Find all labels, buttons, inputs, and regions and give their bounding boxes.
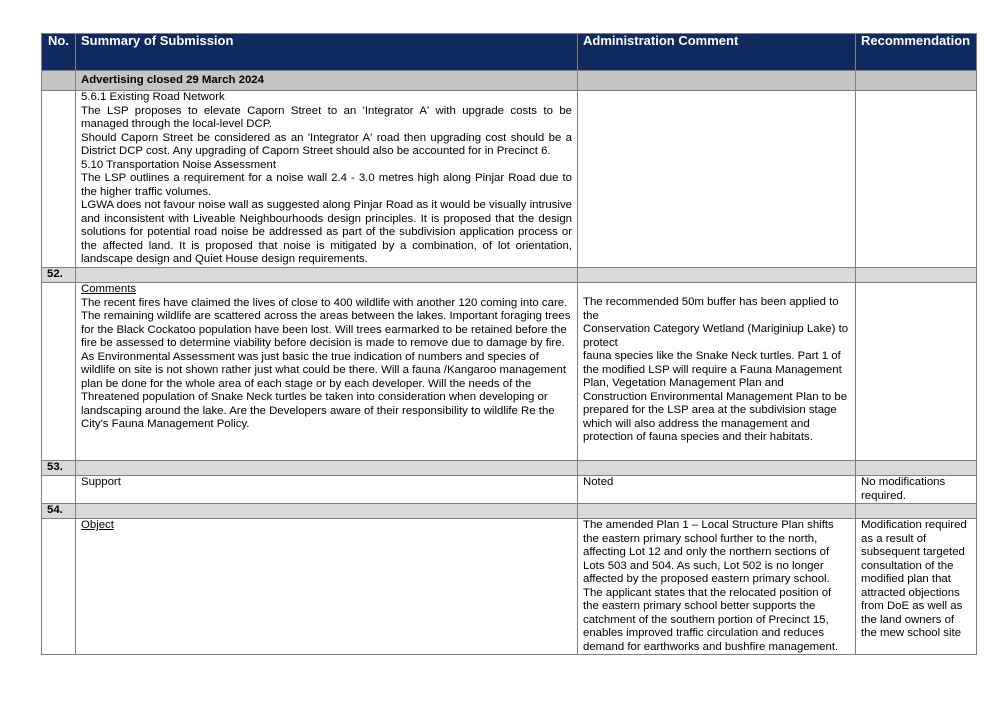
comment-text: Noted [578, 476, 856, 504]
header-recommendation: Recommendation [856, 34, 977, 71]
advertising-rec-cell [856, 71, 977, 91]
summary-heading: Object [81, 519, 114, 531]
advertising-comment-cell [578, 71, 856, 91]
submission-number: 52. [42, 268, 76, 283]
grey-cell [856, 461, 977, 476]
summary-line: The LSP outlines a requirement for a noise wall 2.4 - 3.0 metres high along Pinjar Road due to the higher traffic volumes. [81, 172, 572, 198]
recommendation-cell [856, 283, 977, 461]
grey-cell [856, 504, 977, 519]
continued-summary [76, 91, 578, 268]
grey-cell [76, 461, 578, 476]
advertising-row [42, 71, 977, 91]
comment-text: The recommended 50m buffer has been applied to the Conservation Category Wetland (Mariginiup Lake) to protect fauna species like the Snake Neck turtles. Part 1 of the modified LSP will require a Fauna Management Plan, Vegetation Management Plan and Construction Environmental Management Plan to be prepared for the LSP area at the subdivision stage which will also address the management and protection of fauna species and their habitats. [583, 296, 849, 443]
header-row [42, 34, 977, 71]
grey-cell [76, 504, 578, 519]
summary-line: 5.6.1 Existing Road Network [81, 91, 225, 103]
no-cell [42, 283, 76, 461]
table-row-54 [42, 519, 977, 655]
summary-text: The recent fires have claimed the lives of close to 400 wildlife with another 120 coming into care. The remaining wildlife are scattered across the areas between the lakes. Important foraging trees for the Black Cockatoo population have been lost. Will trees earmarked to be retained before the fire be assessed to determine viability before decision is made to remove due to damage by fire. As Environmental Assessment was just basic the true indication of numbers and species of wildlife on site is not shown rather just what could be there. Will a fauna /Kangaroo management plan be done for the whole area of each stage or by each developer. Will the needs of the Threatened population of Snake Neck turtles be taken into consideration when developing or landscaping around the lake. Are the Developers aware of their responsibility to wildlife Re the City's Fauna Management Policy. [81, 296, 571, 430]
summary-cell [76, 283, 578, 461]
submission-number-row [42, 504, 977, 519]
submission-number-row [42, 268, 977, 283]
submission-number-row [42, 461, 977, 476]
summary-line: The LSP proposes to elevate Caporn Street to an 'Integrator A' with upgrade costs to be managed through the local-level DCP. [81, 104, 572, 130]
summary-text: Support [76, 476, 578, 504]
table-row-53 [42, 476, 977, 504]
header-summary: Summary of Submission [76, 34, 578, 71]
comment-cell [578, 283, 856, 461]
continued-no-cell [42, 91, 76, 268]
table-row-52 [42, 283, 977, 461]
summary-line: 5.10 Transportation Noise Assessment [81, 158, 277, 171]
summary-heading: Comments [81, 283, 137, 295]
summary-line: LGWA does not favour noise wall as suggested along Pinjar Road as it would be visually intrusive and inconsistent with Liveable Neighbourhoods design principles. It is proposed that the design solutions for potential road noise be addressed as part of the subdivision application process or the affected land. It is proposed that noise is mitigated by a combination, of lot orientation, landscape design and Quiet House design requirements. [81, 199, 572, 265]
header-comment: Administration Comment [578, 34, 856, 71]
header-no: No. [42, 34, 76, 71]
grey-cell [856, 268, 977, 283]
submission-number: 53. [42, 461, 76, 476]
submission-number: 54. [42, 504, 76, 519]
summary-line: Should Caporn Street be considered as an 'Integrator A' road then upgrading cost should be a District DCP cost. Any upgrading of Caporn Street should also be accounted for in Precinct 6. [81, 131, 572, 157]
continued-comment [578, 91, 856, 268]
grey-cell [76, 268, 578, 283]
comment-text: The amended Plan 1 – Local Structure Plan shifts the eastern primary school further to the north, affecting Lot 12 and only the northern sections of Lots 503 and 504. As such, Lot 502 is no longer affected by the proposed eastern primary school. The applicant states that the relocated position of the eastern primary school better supports the catchment of the southern portion of Precinct 15, enables improved traffic circulation and reduces demand for earthworks and bushfire management. [578, 519, 856, 655]
submissions-table [41, 33, 977, 655]
advertising-closed: Advertising closed 29 March 2024 [76, 71, 578, 91]
table-row-continued [42, 91, 977, 268]
grey-cell [578, 461, 856, 476]
recommendation-text: No modifications required. [856, 476, 977, 504]
continued-recommendation [856, 91, 977, 268]
grey-cell [578, 268, 856, 283]
grey-cell [578, 504, 856, 519]
advertising-no-cell [42, 71, 76, 91]
no-cell [42, 476, 76, 504]
no-cell [42, 519, 76, 655]
summary-cell [76, 519, 578, 655]
recommendation-text: Modification required as a result of subsequent targeted consultation of the modified plan that attracted objections from DoE as well as the land owners of the mew school site [856, 519, 977, 655]
